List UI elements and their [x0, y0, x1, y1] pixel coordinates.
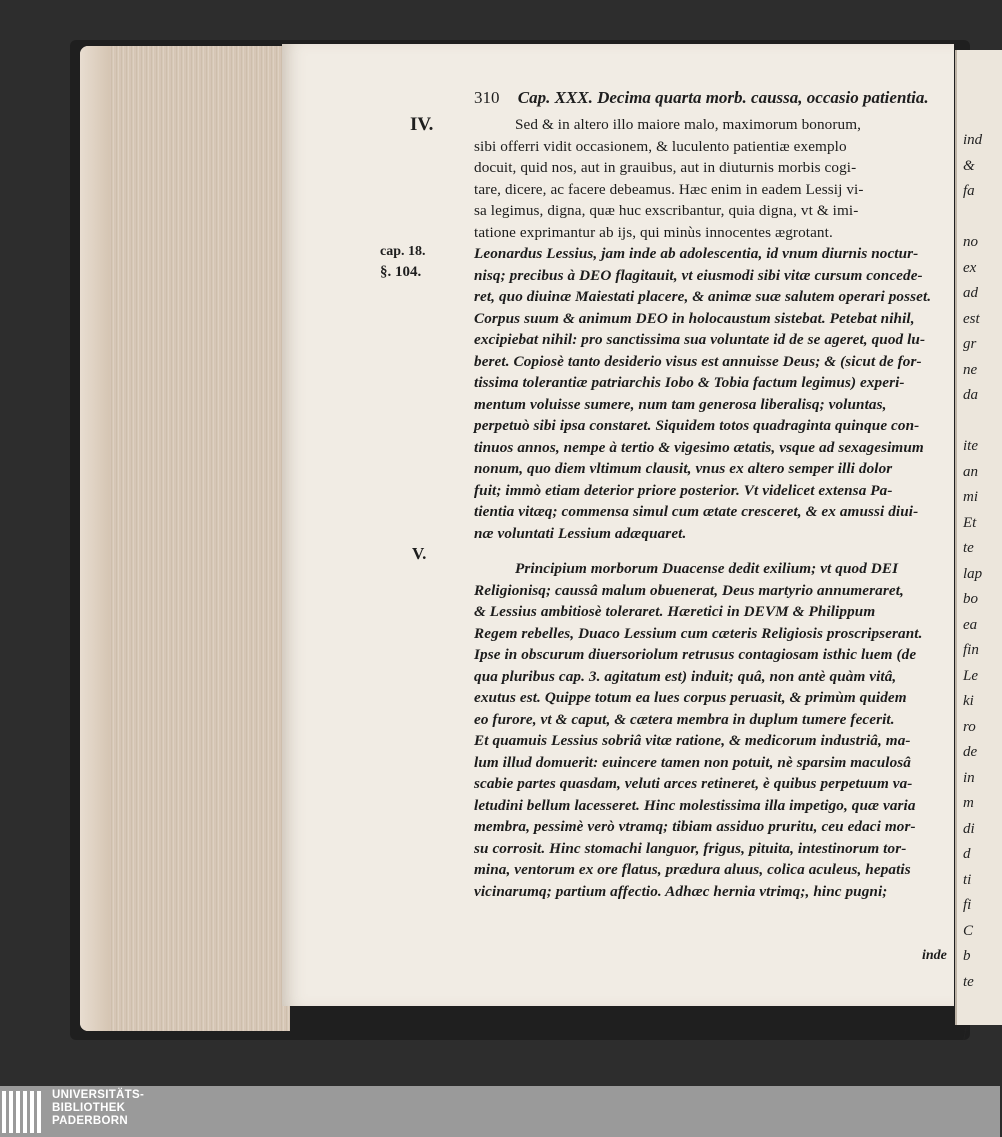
library-name-line-1: UNIVERSITÄTS-	[52, 1089, 145, 1101]
text-line: fuit; immò etiam deterior priore posterior. Vt videlicet extensa Pa-	[474, 481, 893, 499]
library-logo-icon	[0, 1091, 44, 1133]
text-line: tinuos annos, nempe à tertio & vigesimo ætatis, vsque ad sexagesimum	[474, 438, 924, 456]
text-line: excipiebat nihil: pro sanctissima sua voluntate id de se ageret, quod lu-	[474, 331, 926, 348]
adjacent-page-edge	[955, 50, 1002, 1041]
adjacent-page-fragment: ind	[963, 132, 983, 148]
running-head	[474, 88, 929, 108]
text-line: vicinarumq; partium affectio. Adhæc hernia vtrimq;, hinc pugni;	[474, 882, 888, 900]
adjacent-page-fragment: b	[963, 948, 971, 964]
adjacent-page-fragment: fi	[963, 897, 972, 913]
margin-section-v: V.	[412, 544, 427, 563]
library-name	[52, 1089, 144, 1128]
adjacent-page-fragment: te	[963, 973, 974, 990]
adjacent-page-fragment: bo	[963, 591, 978, 607]
adjacent-page-fragment: d	[963, 846, 971, 862]
adjacent-page-fragment: an	[963, 463, 978, 480]
text-line: Et quamuis Lessius sobriâ vitæ ratione, & medicorum industriâ, ma-	[474, 732, 911, 749]
text-line: lum illud domuerit: euincere tamen non potuit, nè sparsim maculosâ	[474, 753, 911, 771]
text-line: Principium morborum Duacense dedit exilium; vt quod DEI	[515, 560, 899, 577]
adjacent-page-fragment: Et	[963, 514, 977, 531]
text-line: qua pluribus cap. 3. agitatum est) induit; quâ, non antè quàm vitâ,	[474, 667, 897, 685]
text-line: Sed & in altero illo maiore malo, maximorum bonorum,	[515, 116, 862, 133]
adjacent-page-fragment: ro	[963, 718, 976, 735]
text-line: perpetuò sibi ipsa constaret. Siquidem totos quadraginta quinque con-	[474, 417, 920, 434]
text-line: su corrosit. Hinc stomachi languor, frigus, pituita, intestinorum tor-	[474, 839, 907, 857]
adjacent-page-fragment: da	[963, 387, 978, 403]
text-line: nonum, quo diem vltimum clausit, vnus ex altero semper illi dolor	[474, 460, 893, 477]
text-line: beret. Copiosè tanto desiderio visus est annuisse Deus; & (sicut de for-	[474, 352, 922, 370]
text-line: Corpus suum & animum DEO in holocaustum sistebat. Petebat nihil,	[474, 309, 915, 327]
text-line: scabie partes quasdam, veluti arces retineret, è quibus perpetuum va-	[474, 775, 913, 792]
library-name-line-2: BIBLIOTHEK	[52, 1102, 126, 1114]
adjacent-page-fragment: gr	[963, 336, 977, 352]
adjacent-page-fragment: di	[963, 820, 975, 837]
library-name-line-3: PADERBORN	[52, 1115, 128, 1127]
chapter-title: Cap. XXX. Decima quarta morb. caussa, occasio patientia.	[517, 88, 929, 107]
adjacent-page-fragment: fa	[963, 183, 975, 199]
library-footer	[0, 1086, 1000, 1137]
adjacent-page-fragment: C	[963, 922, 974, 939]
adjacent-page-fragment: ki	[963, 693, 974, 709]
adjacent-page-fragment: ex	[963, 259, 977, 276]
adjacent-page-fragment: de	[963, 744, 978, 760]
text-line: mina, ventorum ex ore flatus, prædura aluus, colica aculeus, hepatis	[474, 861, 911, 878]
adjacent-page-fragment: f	[963, 1024, 968, 1041]
text-line: sa legimus, digna, quæ huc exscribantur, quia digna, vt & imi-	[474, 202, 859, 219]
text-line: exutus est. Quippe totum ea lues corpus peruasit, & primùm quidem	[474, 689, 907, 706]
text-line: ret, quo diuinæ Maiestati placere, & animæ suæ salutem operari posset.	[474, 288, 932, 305]
text-line: Regem rebelles, Duaco Lessium cum cæteris Religiosis proscripserant.	[474, 624, 923, 642]
text-line: tatione exprimantur ab ijs, qui minùs innocentes ægrotant.	[474, 223, 833, 241]
text-line: sibi offerri vidit occasionem, & luculento patientiæ exemplo	[474, 137, 847, 155]
adjacent-page-fragment: lap	[963, 565, 983, 582]
text-line: membra, pessimè verò vtramq; tibiam assiduo pruritu, ceu edaci mor-	[474, 818, 916, 835]
adjacent-page-fragment: est	[963, 310, 980, 327]
adjacent-page-fragment: in	[963, 769, 975, 786]
margin-cap-ref: cap. 18.	[380, 244, 426, 259]
adjacent-page-fragment: ne	[963, 361, 978, 378]
text-line: tissima tolerantiæ patriarchis Iobo & Tobia factum legimus) experi-	[474, 374, 905, 391]
text-line: Religionisq; caussâ malum obuenerat, Deus martyrio annumeraret,	[474, 581, 904, 599]
adjacent-page-fragment: fin	[963, 642, 979, 658]
margin-section-ref: §. 104.	[380, 264, 422, 280]
margin-section-iv: IV.	[410, 114, 434, 135]
catchword: inde	[922, 948, 947, 963]
text-line: mentum voluisse sumere, num tam generosa liberalisq; voluntas,	[474, 395, 887, 413]
adjacent-page-fragment: mi	[963, 489, 978, 505]
adjacent-page-fragment: Le	[963, 667, 978, 684]
adjacent-page-fragment: &	[963, 157, 975, 174]
page-number: 310	[474, 88, 500, 107]
adjacent-page-fragment: ti	[963, 871, 972, 888]
page-edges	[80, 46, 290, 1031]
text-line: eo furore, vt & caput, & cætera membra in duplum tumere fecerit.	[474, 710, 895, 728]
adjacent-page-fragment: m	[963, 795, 974, 811]
text-line: & Lessius ambitiosè toleraret. Hæretici in DEVM & Philippum	[474, 603, 876, 620]
text-line: tare, dicere, ac facere debeamus. Hæc enim in eadem Lessij vi-	[474, 180, 864, 198]
adjacent-page-fragment: ea	[963, 616, 978, 633]
adjacent-page-fragment: ite	[963, 438, 978, 454]
book-page	[282, 44, 954, 1006]
text-line: tientia vitæq; commensa simul cum ætate cresceret, & ex amussi diui-	[474, 503, 919, 520]
text-line: letudini bellum lacesseret. Hinc molestissima illa impetigo, quæ varia	[474, 796, 916, 814]
adjacent-page-fragment: te	[963, 540, 974, 556]
text-line: Ipse in obscurum diuersoriolum retrusus contagiosam isthic luem (de	[474, 646, 917, 663]
adjacent-page-fragment: ad	[963, 285, 978, 301]
text-line: næ voluntati Lessium adæquaret.	[474, 524, 687, 542]
text-line: Leonardus Lessius, jam inde ab adolescentia, id vnum diurnis noctur-	[474, 245, 919, 262]
adjacent-page-fragment: no	[963, 234, 978, 250]
text-line: docuit, quid nos, aut in grauibus, aut in diuturnis morbis cogi-	[474, 159, 857, 176]
text-line: nisq; precibus à DEO flagitauit, vt eiusmodi sibi vitæ cursum concede-	[474, 266, 923, 284]
